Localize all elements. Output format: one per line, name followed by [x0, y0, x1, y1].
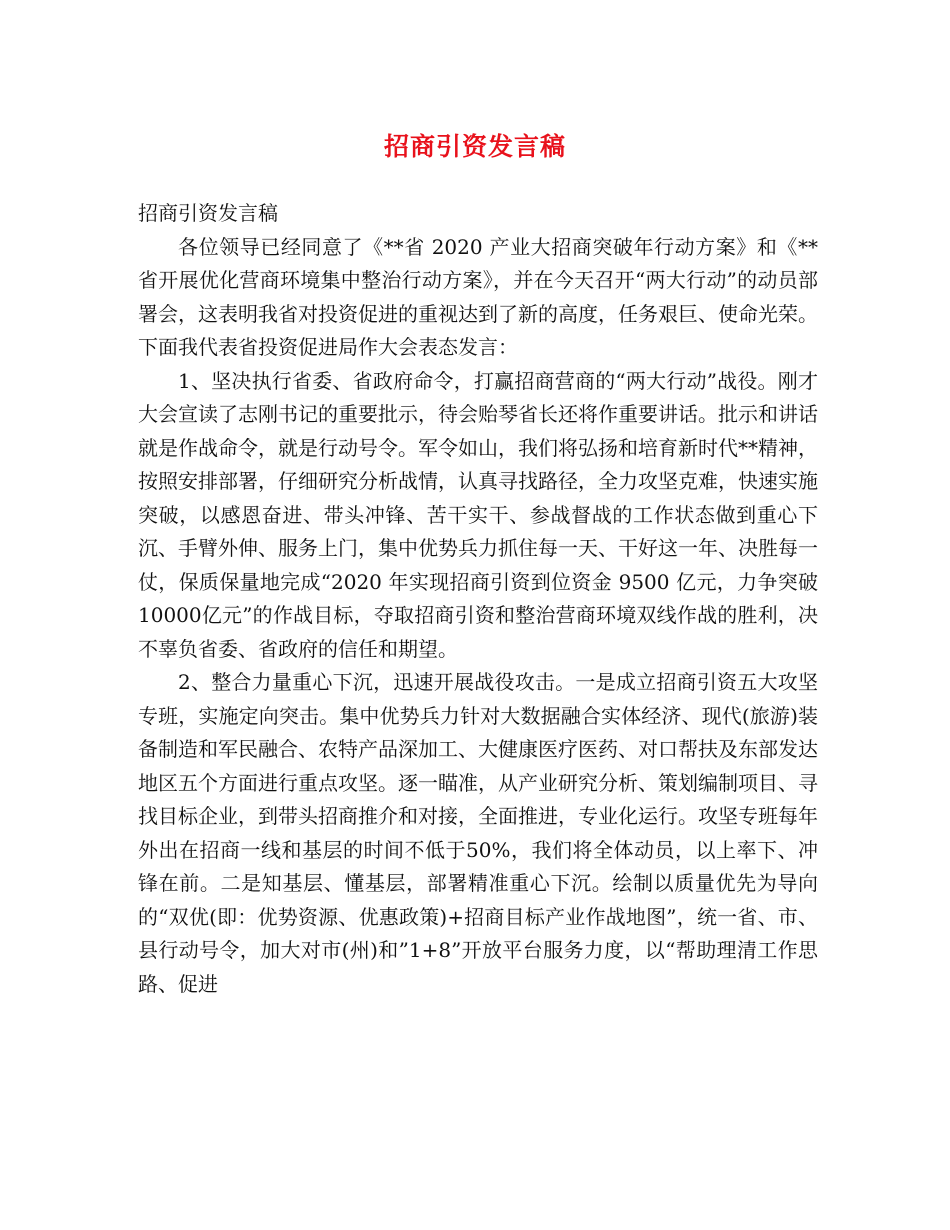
paragraph-point-2: 2、整合力量重心下沉，迅速开展战役攻击。一是成立招商引资五大攻坚专班，实施定向突击。集中优势兵力针对大数据融合实体经济、现代(旅游)装备制造和军民融合、农特产品深加工、大健康医疗医药、对口帮扶及东部发达地区五个方面进行重点攻坚。逐一瞄准，从产业研究分析、策划编制项目、寻找目标企业，到带头招商推介和对接，全面推进，专业化运行。攻坚专班每年外出在招商一线和基层的时间不低于50%，我们将全体动员，以上率下、冲锋在前。二是知基层、懂基层，部署精准重心下沉。绘制以质量优先为导向的“双优(即：优势资源、优惠政策)+招商目标产业作战地图”，统一省、市、县行动号令，加大对市(州)和”1+8”开放平台服务力度，以“帮助理清工作思路、促进	[138, 670, 818, 996]
document-body	[138, 197, 818, 1001]
document-title: 招商引资发言稿	[383, 132, 566, 161]
paragraph-point-1: 1、坚决执行省委、省政府命令，打赢招商营商的“两大行动”战役。刚才大会宣读了志刚书记的重要批示，待会贻琴省长还将作重要讲话。批示和讲话就是作战命令，就是行动号令。军令如山，我们将弘扬和培育新时代**精神，按照安排部署，仔细研究分析战情，认真寻找路径，全力攻坚克难，快速实施突破，以感恩奋进、带头冲锋、苦干实干、参战督战的工作状态做到重心下沉、手臂外伸、服务上门，集中优势兵力抓住每一天、干好这一年、决胜每一仗，保质保量地完成“2020 年实现招商引资到位资金 9500 亿元，力争突破 10000亿元”的作战目标，夺取招商引资和整治营商环境双线作战的胜利，决不辜负省委、省政府的信任和期望。	[138, 368, 818, 661]
paragraph-intro: 各位领导已经同意了《**省 2020 产业大招商突破年行动方案》和《**省开展优化营商环境集中整治行动方案》，并在今天召开“两大行动”的动员部署会，这表明我省对投资促进的重视达到了新的高度，任务艰巨、使命光荣。下面我代表省投资促进局作大会表态发言：	[138, 234, 818, 359]
document-subtitle: 招商引资发言稿	[138, 201, 278, 225]
